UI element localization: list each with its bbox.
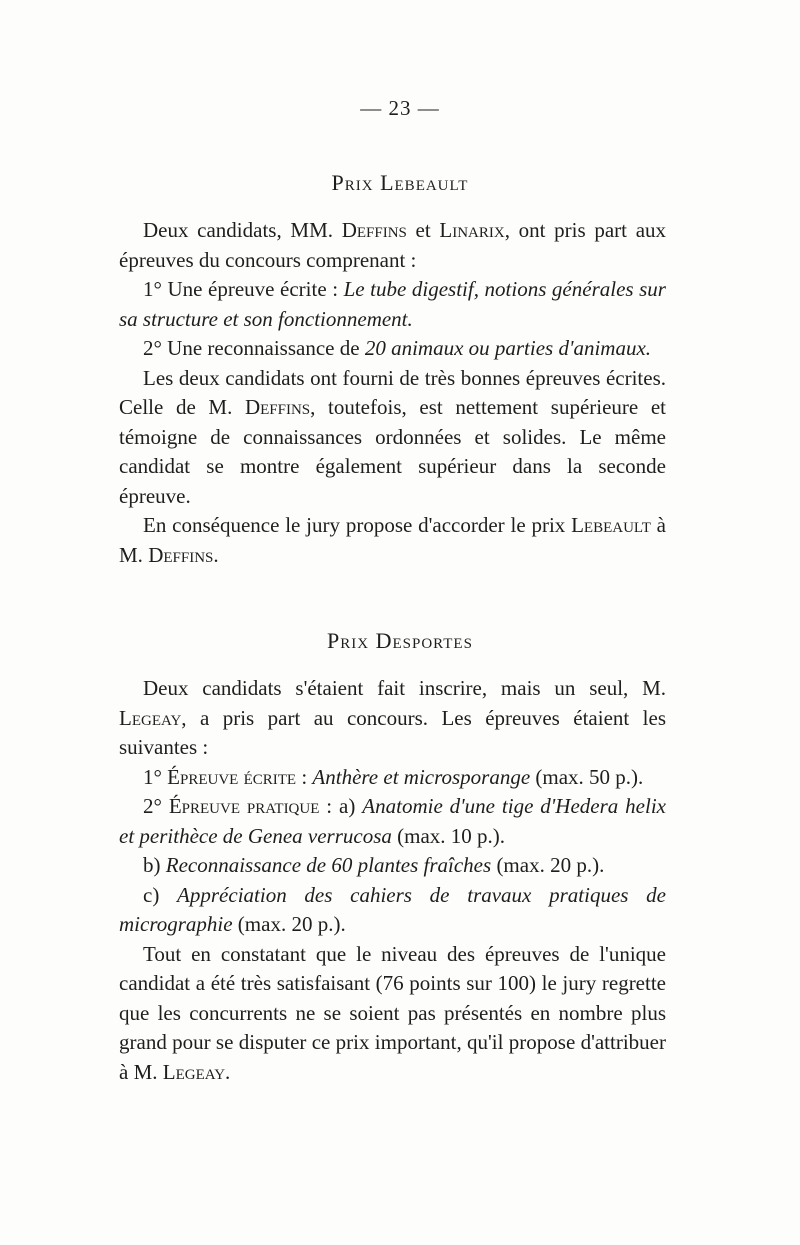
item-title: 20 animaux ou parties d'animaux. bbox=[364, 336, 652, 360]
item-points: (max. 50 p.). bbox=[530, 764, 644, 789]
text-run: Deux candidats s'étaient fait inscrire, mais un seul, M. bbox=[143, 676, 666, 700]
prize-name: Lebeault bbox=[571, 513, 651, 537]
text-run: : bbox=[296, 764, 313, 789]
item-points: (max. 20 p.). bbox=[232, 912, 346, 936]
text-run: En conséquence le jury propose d'accorder le prix bbox=[143, 513, 572, 537]
exam-item bbox=[119, 334, 666, 364]
exam-item bbox=[119, 275, 666, 334]
candidate-name: Legeay bbox=[162, 1059, 226, 1084]
item-lead: 1° Une épreuve écrite : bbox=[143, 277, 344, 301]
item-label: Épreuve pratique bbox=[168, 794, 320, 818]
item-title: Anatomie d'une tige d'Hedera helix et perithèce de Genea verrucosa bbox=[119, 794, 666, 848]
exam-item bbox=[119, 851, 666, 881]
exam-item bbox=[119, 763, 666, 793]
text-run: . bbox=[213, 542, 219, 567]
text-run: Deux candidats, MM. bbox=[143, 218, 342, 242]
item-points: (max. 20 p.). bbox=[491, 853, 605, 877]
paragraph-assessment bbox=[119, 364, 666, 512]
item-points: (max. 10 p.). bbox=[391, 823, 506, 848]
text-run: : a) bbox=[319, 794, 363, 818]
exam-item bbox=[119, 881, 666, 940]
text-run: à M. bbox=[119, 513, 667, 567]
page-number: — 23 — bbox=[360, 96, 440, 120]
section-body-prix-lebeault bbox=[119, 216, 666, 570]
text-run: Tout en constatant que le niveau des épreuves de l'unique candidat a été très satisfaisant (76 points sur 100) le jury regrette que les concurrents ne se soient pas présentés en nombre plus grand pour se disputer ce prix important, qu'il propose d'attribuer à M. bbox=[119, 941, 666, 1084]
text-run: Les deux candidats ont fourni de très bonnes épreuves écrites. Celle de M. bbox=[119, 365, 666, 419]
item-lead: 1° bbox=[143, 764, 168, 789]
section-heading-prix-lebeault: Prix Lebeault bbox=[331, 170, 469, 195]
item-title: Le tube digestif, notions générales sur sa structure et son fonctionnement. bbox=[119, 277, 666, 331]
section-heading-prix-desportes: Prix Desportes bbox=[327, 628, 473, 653]
paragraph-candidates bbox=[119, 216, 666, 275]
candidate-name: Deffins bbox=[148, 542, 214, 567]
text-run: . bbox=[225, 1059, 231, 1084]
paragraph-decision bbox=[119, 511, 666, 570]
paragraph-candidates bbox=[119, 674, 666, 763]
candidate-name: Legeay bbox=[119, 705, 182, 730]
item-lead: b) bbox=[143, 853, 166, 877]
paragraph-decision bbox=[119, 940, 666, 1088]
exam-item bbox=[119, 792, 666, 851]
text-run: et bbox=[406, 218, 440, 242]
candidate-name: Deffins bbox=[341, 218, 407, 242]
item-lead: c) bbox=[143, 882, 178, 907]
text-run: , a pris part au concours. Les épreuves étaient les suivantes : bbox=[119, 705, 666, 759]
candidate-name: Linarix bbox=[439, 218, 505, 242]
item-title: Reconnaissance de 60 plantes fraîches bbox=[165, 853, 492, 877]
item-lead: 2° Une reconnaissance de bbox=[143, 336, 365, 360]
item-lead: 2° bbox=[143, 794, 169, 818]
candidate-name: Deffins bbox=[244, 395, 311, 419]
item-title: Anthère et microsporange bbox=[312, 764, 531, 789]
section-body-prix-desportes bbox=[119, 674, 666, 1087]
text-run: , ont pris part aux épreuves du concours comprenant : bbox=[119, 218, 667, 272]
item-label: Épreuve écrite bbox=[167, 764, 297, 789]
item-title: Appréciation des cahiers de travaux pratiques de micrographie bbox=[119, 882, 666, 936]
text-run: , toutefois, est nettement supérieure et témoigne de connaissances ordonnées et solides. Le même candidat se montre également supérieur dans la seconde épreuve. bbox=[119, 395, 667, 508]
